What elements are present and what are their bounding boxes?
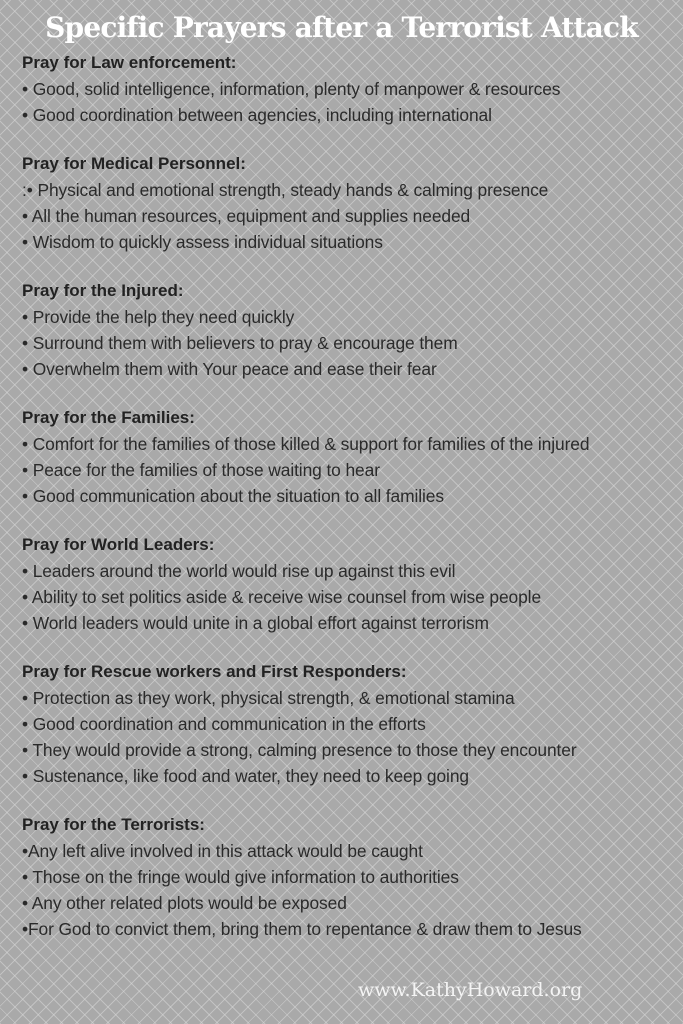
prayer-item: •Any left alive involved in this attack would be caught: [22, 841, 423, 861]
prayer-item: • Overwhelm them with Your peace and ease their fear: [22, 359, 437, 379]
section-law-enforcement: [22, 50, 675, 128]
poster-title: Specific Prayers after a Terrorist Attack: [45, 11, 638, 44]
prayer-item: :• Physical and emotional strength, steady hands & calming presence: [22, 180, 549, 200]
section-world-leaders: [22, 532, 675, 636]
section-heading: Pray for the Injured:: [22, 281, 184, 300]
section-heading: Pray for World Leaders:: [22, 535, 215, 554]
prayer-item: • Ability to set politics aside & receive wise counsel from wise people: [22, 587, 542, 607]
section-medical-personnel: [22, 151, 675, 255]
prayer-item: • Provide the help they need quickly: [22, 307, 295, 327]
prayer-item: • They would provide a strong, calming presence to those they encounter: [22, 740, 577, 760]
prayer-item: • Surround them with believers to pray & encourage them: [22, 333, 458, 353]
website-watermark: www.KathyHoward.org: [358, 979, 583, 1001]
prayer-item: • Comfort for the families of those killed & support for families of the injured: [22, 434, 590, 454]
section-injured: [22, 278, 675, 382]
section-heading: Pray for Rescue workers and First Responders:: [22, 662, 407, 681]
prayer-item: • Any other related plots would be exposed: [22, 893, 347, 913]
prayer-item: • Good coordination between agencies, including international: [22, 105, 492, 125]
section-families: [22, 405, 675, 509]
prayer-item: • Wisdom to quickly assess individual situations: [22, 232, 383, 252]
prayer-item: • Good communication about the situation to all families: [22, 486, 444, 506]
section-heading: Pray for Law enforcement:: [22, 53, 237, 72]
section-terrorists: [22, 812, 675, 942]
prayer-item: •For God to convict them, bring them to repentance & draw them to Jesus: [22, 919, 582, 939]
prayer-item: • Peace for the families of those waiting to hear: [22, 460, 380, 480]
section-rescue-workers: [22, 659, 675, 789]
prayer-item: • Leaders around the world would rise up against this evil: [22, 561, 456, 581]
prayer-item: • Protection as they work, physical strength, & emotional stamina: [22, 688, 515, 708]
section-heading: Pray for the Families:: [22, 408, 195, 427]
section-heading: Pray for the Terrorists:: [22, 815, 205, 834]
prayer-item: • World leaders would unite in a global effort against terrorism: [22, 613, 489, 633]
prayer-item: • Sustenance, like food and water, they need to keep going: [22, 766, 469, 786]
prayer-item: • Those on the fringe would give information to authorities: [22, 867, 459, 887]
section-heading: Pray for Medical Personnel:: [22, 154, 246, 173]
prayer-item: • All the human resources, equipment and supplies needed: [22, 206, 471, 226]
prayer-item: • Good coordination and communication in the efforts: [22, 714, 426, 734]
prayer-item: • Good, solid intelligence, information, plenty of manpower & resources: [22, 79, 561, 99]
prayer-list: [22, 50, 675, 965]
